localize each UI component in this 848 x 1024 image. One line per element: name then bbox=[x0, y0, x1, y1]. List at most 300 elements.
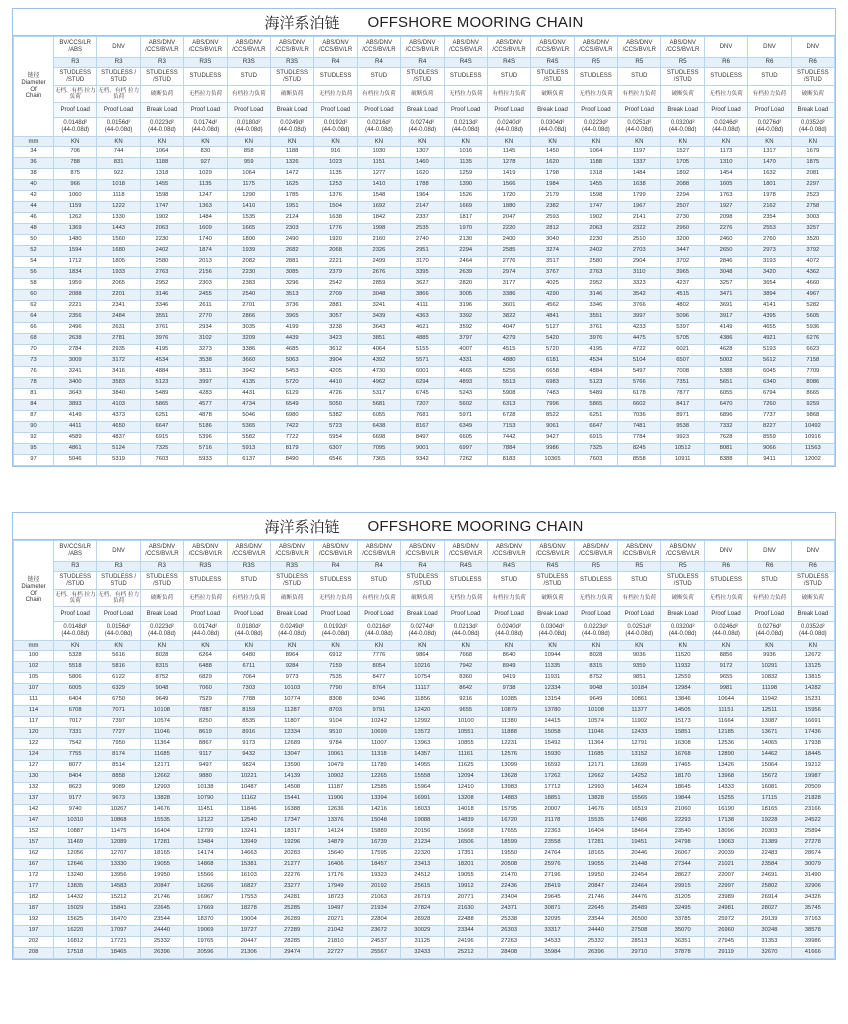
formula-range: (44-0.08d) bbox=[278, 631, 306, 637]
header-cell: KN bbox=[227, 137, 270, 147]
header-cell bbox=[357, 118, 400, 137]
table-row bbox=[14, 816, 835, 827]
load-value-cell: 4439 bbox=[270, 334, 313, 345]
load-value-cell: 24371 bbox=[487, 904, 530, 915]
load-value-cell: 4411 bbox=[54, 422, 97, 433]
header-cell: STUDLESS / STUD bbox=[97, 68, 140, 86]
title-chinese: 海洋系泊链 bbox=[264, 517, 340, 536]
load-value-cell: 33317 bbox=[531, 926, 574, 937]
load-value-cell: 17712 bbox=[531, 783, 574, 794]
header-cell: KN bbox=[270, 137, 313, 147]
table-row bbox=[14, 915, 835, 926]
load-value-cell: 10216 bbox=[401, 662, 444, 673]
diameter-cell: 172 bbox=[14, 871, 54, 882]
load-value-cell: 4475 bbox=[618, 334, 661, 345]
standard-line-2: /CCS/BV/LR bbox=[362, 47, 396, 53]
load-value-cell: 24196 bbox=[444, 937, 487, 948]
load-value-cell: 1964 bbox=[401, 191, 444, 202]
load-value-cell: 30079 bbox=[791, 860, 834, 871]
load-value-cell: 11789 bbox=[357, 761, 400, 772]
load-value-cell: 5582 bbox=[227, 433, 270, 444]
load-value-cell: 1720 bbox=[487, 191, 530, 202]
header-cell: Break Load bbox=[661, 607, 704, 622]
header-cell: KN bbox=[704, 137, 747, 147]
load-value-cell: 1318 bbox=[574, 169, 617, 180]
load-value-cell: 17436 bbox=[791, 728, 834, 739]
load-value-cell: 4837 bbox=[97, 433, 140, 444]
load-value-cell: 8949 bbox=[487, 662, 530, 673]
load-value-cell: 3811 bbox=[184, 367, 227, 378]
load-value-cell: 14124 bbox=[314, 827, 357, 838]
load-value-cell: 16103 bbox=[227, 871, 270, 882]
header-cell bbox=[54, 37, 97, 58]
load-value-cell: 16220 bbox=[54, 926, 97, 937]
diameter-cell: 81 bbox=[14, 389, 54, 400]
load-value-cell: 3583 bbox=[97, 378, 140, 389]
load-value-cell: 12636 bbox=[314, 805, 357, 816]
header-cell: 无档、有档 拉力负荷 bbox=[54, 590, 97, 607]
header-cell: 有档拉力负荷 bbox=[618, 86, 661, 103]
load-value-cell: 1018 bbox=[97, 180, 140, 191]
load-value-cell: 38578 bbox=[791, 926, 834, 937]
header-cell: R6 bbox=[791, 562, 834, 572]
header-cell bbox=[401, 541, 444, 562]
load-value-cell: 2952 bbox=[140, 279, 183, 290]
load-value-cell: 4722 bbox=[618, 345, 661, 356]
load-value-cell: 5936 bbox=[791, 323, 834, 334]
table-row bbox=[14, 455, 835, 466]
load-value-cell: 1801 bbox=[748, 180, 791, 191]
header-cell: R4S bbox=[487, 562, 530, 572]
load-value-cell: 2221 bbox=[314, 257, 357, 268]
formula: 0.0213d² bbox=[453, 623, 478, 630]
header-cell: KN bbox=[54, 137, 97, 147]
load-value-cell: 7603 bbox=[574, 455, 617, 466]
table-row bbox=[14, 838, 835, 849]
load-value-cell: 4362 bbox=[791, 268, 834, 279]
load-value-cell: 3761 bbox=[140, 323, 183, 334]
header-cell: STUDLESS bbox=[704, 68, 747, 86]
load-value-cell: 2068 bbox=[314, 246, 357, 257]
load-value-cell: 12089 bbox=[97, 838, 140, 849]
header-load-row bbox=[14, 103, 835, 118]
load-value-cell: 2701 bbox=[227, 301, 270, 312]
load-value-cell: 5420 bbox=[531, 334, 574, 345]
header-cell bbox=[791, 622, 834, 641]
load-value-cell: 6750 bbox=[97, 695, 140, 706]
row-label-l1: Diameter bbox=[21, 583, 46, 590]
load-value-cell: 7709 bbox=[791, 367, 834, 378]
load-value-cell: 3035 bbox=[227, 323, 270, 334]
load-value-cell: 7153 bbox=[487, 422, 530, 433]
load-value-cell: 22454 bbox=[618, 871, 661, 882]
load-value-cell: 5388 bbox=[704, 367, 747, 378]
load-value-cell: 14252 bbox=[618, 772, 661, 783]
standard-line-2: /CCS/BV/LR bbox=[492, 551, 526, 557]
load-value-cell: 8404 bbox=[54, 772, 97, 783]
load-value-cell: 26289 bbox=[270, 915, 313, 926]
load-value-cell: 2703 bbox=[618, 246, 661, 257]
header-standard-row bbox=[14, 37, 835, 58]
load-value-cell: 21746 bbox=[140, 893, 183, 904]
diameter-cell: 122 bbox=[14, 739, 54, 750]
standard-line-2: /CCS/BV/LR bbox=[665, 551, 700, 557]
header-cell: Proof Load bbox=[704, 607, 747, 622]
load-value-cell: 5397 bbox=[661, 323, 704, 334]
load-value-cell: 1598 bbox=[140, 191, 183, 202]
header-cell: Break Load bbox=[401, 607, 444, 622]
table-row bbox=[14, 433, 835, 444]
load-value-cell: 4589 bbox=[54, 433, 97, 444]
formula-range: (44-0.08d) bbox=[104, 127, 133, 133]
load-value-cell: 4392 bbox=[357, 356, 400, 367]
header-cell: 有档拉力负荷 bbox=[618, 590, 661, 607]
load-value-cell: 20303 bbox=[748, 827, 791, 838]
load-value-cell: 21448 bbox=[618, 860, 661, 871]
load-value-cell: 4628 bbox=[704, 345, 747, 356]
load-value-cell: 1712 bbox=[54, 257, 97, 268]
load-value-cell: 4726 bbox=[314, 389, 357, 400]
load-value-cell: 11198 bbox=[748, 684, 791, 695]
header-cell: 破断负荷 bbox=[791, 590, 834, 607]
load-value-cell: 6896 bbox=[704, 411, 747, 422]
load-value-cell: 24522 bbox=[791, 816, 834, 827]
load-value-cell: 1594 bbox=[54, 246, 97, 257]
load-value-cell: 1939 bbox=[227, 246, 270, 257]
header-cell: 破断负荷 bbox=[531, 590, 574, 607]
load-value-cell: 1504 bbox=[314, 202, 357, 213]
load-value-cell: 1290 bbox=[227, 191, 270, 202]
load-value-cell: 1016 bbox=[444, 147, 487, 158]
header-cell: R3 bbox=[97, 58, 140, 68]
load-value-cell: 14333 bbox=[704, 783, 747, 794]
diameter-cell: 162 bbox=[14, 849, 54, 860]
load-value-cell: 2580 bbox=[574, 257, 617, 268]
load-value-cell: 1318 bbox=[140, 169, 183, 180]
load-value-cell: 9048 bbox=[574, 684, 617, 695]
load-value-cell: 2758 bbox=[791, 202, 834, 213]
load-value-cell: 7262 bbox=[444, 455, 487, 466]
load-value-cell: 6045 bbox=[748, 367, 791, 378]
load-value-cell: 2974 bbox=[487, 268, 530, 279]
header-cell: Break Load bbox=[791, 103, 834, 118]
diameter-cell: 142 bbox=[14, 805, 54, 816]
load-value-cell: 2303 bbox=[270, 224, 313, 235]
diameter-cell: 187 bbox=[14, 904, 54, 915]
load-value-cell: 8360 bbox=[444, 673, 487, 684]
diameter-cell: 38 bbox=[14, 169, 54, 180]
header-cell bbox=[97, 37, 140, 58]
header-cell bbox=[54, 118, 97, 137]
load-value-cell: 10916 bbox=[791, 433, 834, 444]
header-cell: KN bbox=[97, 641, 140, 651]
standard-line-2: /CCS/BV/LR bbox=[405, 551, 439, 557]
header-cell: STUDLESS /STUD bbox=[401, 68, 444, 86]
load-value-cell: 1197 bbox=[618, 147, 661, 158]
load-value-cell: 1135 bbox=[314, 169, 357, 180]
header-cell: R3S bbox=[227, 562, 270, 572]
load-value-cell: 1484 bbox=[184, 213, 227, 224]
header-cell: R3 bbox=[97, 562, 140, 572]
load-value-cell: 26914 bbox=[748, 893, 791, 904]
diameter-cell: 62 bbox=[14, 301, 54, 312]
load-value-cell: 9738 bbox=[487, 684, 530, 695]
table-row bbox=[14, 169, 835, 180]
load-value-cell: 20508 bbox=[487, 860, 530, 871]
load-value-cell: 27196 bbox=[531, 871, 574, 882]
header-cell: R3 bbox=[140, 562, 183, 572]
load-value-cell: 3346 bbox=[574, 301, 617, 312]
table-row bbox=[14, 695, 835, 706]
load-value-cell: 5489 bbox=[140, 389, 183, 400]
load-value-cell: 1598 bbox=[574, 191, 617, 202]
table-row bbox=[14, 422, 835, 433]
load-value-cell: 15565 bbox=[618, 794, 661, 805]
load-value-cell: 2356 bbox=[54, 312, 97, 323]
header-cell: Break Load bbox=[791, 607, 834, 622]
load-value-cell: 15255 bbox=[704, 794, 747, 805]
load-value-cell: 17465 bbox=[661, 761, 704, 772]
load-value-cell: 2553 bbox=[748, 224, 791, 235]
load-value-cell: 1933 bbox=[97, 268, 140, 279]
load-value-cell: 16592 bbox=[531, 761, 574, 772]
formula: 0.0240d² bbox=[497, 119, 521, 126]
header-cell: R3 bbox=[54, 562, 97, 572]
load-value-cell: 2063 bbox=[140, 224, 183, 235]
load-value-cell: 11451 bbox=[184, 805, 227, 816]
load-value-cell: 10911 bbox=[661, 455, 704, 466]
load-value-cell: 3627 bbox=[401, 279, 444, 290]
load-value-cell: 8315 bbox=[574, 662, 617, 673]
diameter-cell: 177 bbox=[14, 882, 54, 893]
load-value-cell: 27824 bbox=[401, 904, 444, 915]
load-value-cell: 7331 bbox=[54, 728, 97, 739]
load-value-cell: 16812 bbox=[54, 937, 97, 948]
load-value-cell: 10100 bbox=[444, 717, 487, 728]
load-value-cell: 3702 bbox=[661, 257, 704, 268]
formula-range: (44-0.08d) bbox=[451, 127, 480, 133]
load-value-cell: 20446 bbox=[618, 849, 661, 860]
load-value-cell: 18465 bbox=[97, 948, 140, 959]
load-value-cell: 27344 bbox=[661, 860, 704, 871]
load-value-cell: 26719 bbox=[401, 893, 444, 904]
load-value-cell: 1834 bbox=[54, 268, 97, 279]
load-value-cell: 7737 bbox=[748, 411, 791, 422]
load-value-cell: 18445 bbox=[791, 750, 834, 761]
header-cell bbox=[704, 37, 747, 58]
load-value-cell: 3447 bbox=[661, 246, 704, 257]
load-value-cell: 9864 bbox=[401, 651, 444, 662]
diameter-cell: 58 bbox=[14, 279, 54, 290]
load-value-cell: 15535 bbox=[140, 816, 183, 827]
formula-range: (44-0.08d) bbox=[668, 127, 697, 133]
load-value-cell: 13154 bbox=[531, 695, 574, 706]
load-value-cell: 8179 bbox=[270, 444, 313, 455]
header-cell: R3S bbox=[184, 58, 227, 68]
load-value-cell: 15535 bbox=[574, 816, 617, 827]
load-value-cell: 23464 bbox=[618, 882, 661, 893]
chain-table-block-2 bbox=[12, 512, 836, 960]
load-value-cell: 2951 bbox=[401, 246, 444, 257]
load-value-cell: 9001 bbox=[401, 444, 444, 455]
diameter-cell: 120 bbox=[14, 728, 54, 739]
load-value-cell: 1064 bbox=[574, 147, 617, 158]
load-value-cell: 8159 bbox=[227, 706, 270, 717]
load-value-cell: 12420 bbox=[401, 706, 444, 717]
header-cell: Break Load bbox=[531, 103, 574, 118]
standard-line-2: /CCS/BV/LR bbox=[318, 47, 353, 53]
header-cell: R4 bbox=[314, 562, 357, 572]
load-value-cell: 27263 bbox=[487, 937, 530, 948]
header-cell: 无档拉力负荷 bbox=[314, 590, 357, 607]
load-value-cell: 23413 bbox=[401, 860, 444, 871]
load-value-cell: 4841 bbox=[531, 312, 574, 323]
load-value-cell: 7397 bbox=[97, 717, 140, 728]
diameter-cell: 95 bbox=[14, 444, 54, 455]
load-value-cell: 2230 bbox=[140, 235, 183, 246]
load-value-cell: 10944 bbox=[531, 651, 574, 662]
table-row bbox=[14, 706, 835, 717]
header-cell: R4S bbox=[531, 562, 574, 572]
load-value-cell: 18723 bbox=[314, 893, 357, 904]
load-value-cell: 1902 bbox=[140, 213, 183, 224]
load-value-cell: 18599 bbox=[487, 838, 530, 849]
table-row bbox=[14, 246, 835, 257]
load-value-cell: 1135 bbox=[184, 180, 227, 191]
load-value-cell: 11685 bbox=[574, 750, 617, 761]
load-value-cell: 1747 bbox=[574, 202, 617, 213]
load-value-cell: 10108 bbox=[140, 706, 183, 717]
formula: 0.0216d² bbox=[367, 119, 391, 126]
load-value-cell: 7008 bbox=[661, 367, 704, 378]
row-label-l1: Diameter bbox=[21, 79, 46, 86]
header-cell: STUDLESS / STUD bbox=[97, 572, 140, 590]
load-value-cell: 5720 bbox=[531, 345, 574, 356]
load-value-cell: 10184 bbox=[618, 684, 661, 695]
load-value-cell: 1118 bbox=[97, 191, 140, 202]
load-value-cell: 16967 bbox=[184, 893, 227, 904]
load-value-cell: 16190 bbox=[704, 805, 747, 816]
load-value-cell: 14955 bbox=[401, 761, 444, 772]
load-value-cell: 21042 bbox=[314, 926, 357, 937]
standard-line-2: /ABS bbox=[68, 551, 83, 557]
load-value-cell: 11856 bbox=[401, 695, 444, 706]
load-value-cell: 11007 bbox=[357, 739, 400, 750]
load-value-cell: 7158 bbox=[791, 356, 834, 367]
diameter-cell: 68 bbox=[14, 334, 54, 345]
load-value-cell: 959 bbox=[227, 158, 270, 169]
standard-line-1: ABS/DNV bbox=[626, 40, 653, 47]
load-value-cell: 3003 bbox=[791, 213, 834, 224]
load-value-cell: 15492 bbox=[531, 739, 574, 750]
load-value-cell: 1788 bbox=[401, 180, 444, 191]
header-cell: KN bbox=[791, 137, 834, 147]
header-cell bbox=[618, 541, 661, 562]
load-value-cell: 5489 bbox=[574, 389, 617, 400]
load-value-cell: 9538 bbox=[661, 422, 704, 433]
load-value-cell: 6307 bbox=[314, 444, 357, 455]
load-value-cell: 6404 bbox=[54, 695, 97, 706]
header-cell: STUD bbox=[487, 68, 530, 86]
header-cell: Break Load bbox=[140, 607, 183, 622]
load-value-cell: 16506 bbox=[444, 838, 487, 849]
load-value-cell: 2081 bbox=[791, 169, 834, 180]
load-value-cell: 1605 bbox=[704, 180, 747, 191]
load-value-cell: 5513 bbox=[487, 378, 530, 389]
load-value-cell: 1188 bbox=[574, 158, 617, 169]
load-value-cell: 1970 bbox=[444, 224, 487, 235]
load-value-cell: 11151 bbox=[704, 706, 747, 717]
load-value-cell: 6181 bbox=[531, 356, 574, 367]
load-value-cell: 2230 bbox=[574, 235, 617, 246]
load-value-cell: 2784 bbox=[54, 345, 97, 356]
load-value-cell: 3193 bbox=[748, 257, 791, 268]
header-cell bbox=[401, 622, 444, 641]
header-cell: Proof Load bbox=[54, 607, 97, 622]
table-row bbox=[14, 279, 835, 290]
load-value-cell: 9986 bbox=[531, 444, 574, 455]
load-value-cell: 3797 bbox=[444, 334, 487, 345]
standard-line-2: /CCS/BV/LR bbox=[362, 551, 396, 557]
formula: 0.0251d² bbox=[627, 623, 652, 630]
load-value-cell: 11520 bbox=[661, 651, 704, 662]
load-value-cell: 1326 bbox=[270, 158, 313, 169]
load-value-cell: 10754 bbox=[401, 673, 444, 684]
formula-range: (44-0.08d) bbox=[451, 631, 480, 637]
load-value-cell: 3551 bbox=[140, 312, 183, 323]
load-value-cell: 17655 bbox=[487, 827, 530, 838]
header-cell: R4S bbox=[487, 58, 530, 68]
load-value-cell: 1410 bbox=[357, 180, 400, 191]
load-value-cell: 10574 bbox=[574, 717, 617, 728]
load-value-cell: 5651 bbox=[704, 378, 747, 389]
load-value-cell: 5002 bbox=[704, 356, 747, 367]
load-value-cell: 41666 bbox=[791, 948, 834, 959]
load-value-cell: 13846 bbox=[661, 695, 704, 706]
load-value-cell: 3997 bbox=[184, 378, 227, 389]
load-value-cell: 1632 bbox=[748, 169, 791, 180]
load-value-cell: 5123 bbox=[574, 378, 617, 389]
load-value-cell: 9923 bbox=[661, 433, 704, 444]
load-value-cell: 19296 bbox=[270, 838, 313, 849]
load-value-cell: 1222 bbox=[97, 202, 140, 213]
diameter-cell: 111 bbox=[14, 695, 54, 706]
load-value-cell: 13426 bbox=[704, 761, 747, 772]
formula-range: (44-0.08d) bbox=[365, 631, 393, 637]
load-value-cell: 5127 bbox=[531, 323, 574, 334]
load-value-cell: 8028 bbox=[140, 651, 183, 662]
load-value-cell: 916 bbox=[314, 147, 357, 158]
load-value-cell: 10108 bbox=[574, 706, 617, 717]
load-value-cell: 1253 bbox=[314, 180, 357, 191]
load-value-cell: 5328 bbox=[54, 651, 97, 662]
load-value-cell: 2047 bbox=[487, 213, 530, 224]
load-value-cell: 9419 bbox=[487, 673, 530, 684]
load-value-cell: 29710 bbox=[618, 948, 661, 959]
load-value-cell: 6997 bbox=[444, 444, 487, 455]
header-cell: STUDLESS /STUD bbox=[140, 68, 183, 86]
header-cell: KN bbox=[531, 641, 574, 651]
header-cell bbox=[704, 622, 747, 641]
header-cell bbox=[574, 541, 617, 562]
load-value-cell: 1638 bbox=[618, 180, 661, 191]
load-value-cell: 3643 bbox=[357, 323, 400, 334]
header-cell: STUD bbox=[748, 572, 791, 590]
header-cell: R3 bbox=[140, 58, 183, 68]
header-cell bbox=[227, 37, 270, 58]
diameter-cell: 124 bbox=[14, 750, 54, 761]
load-value-cell: 1188 bbox=[140, 158, 183, 169]
